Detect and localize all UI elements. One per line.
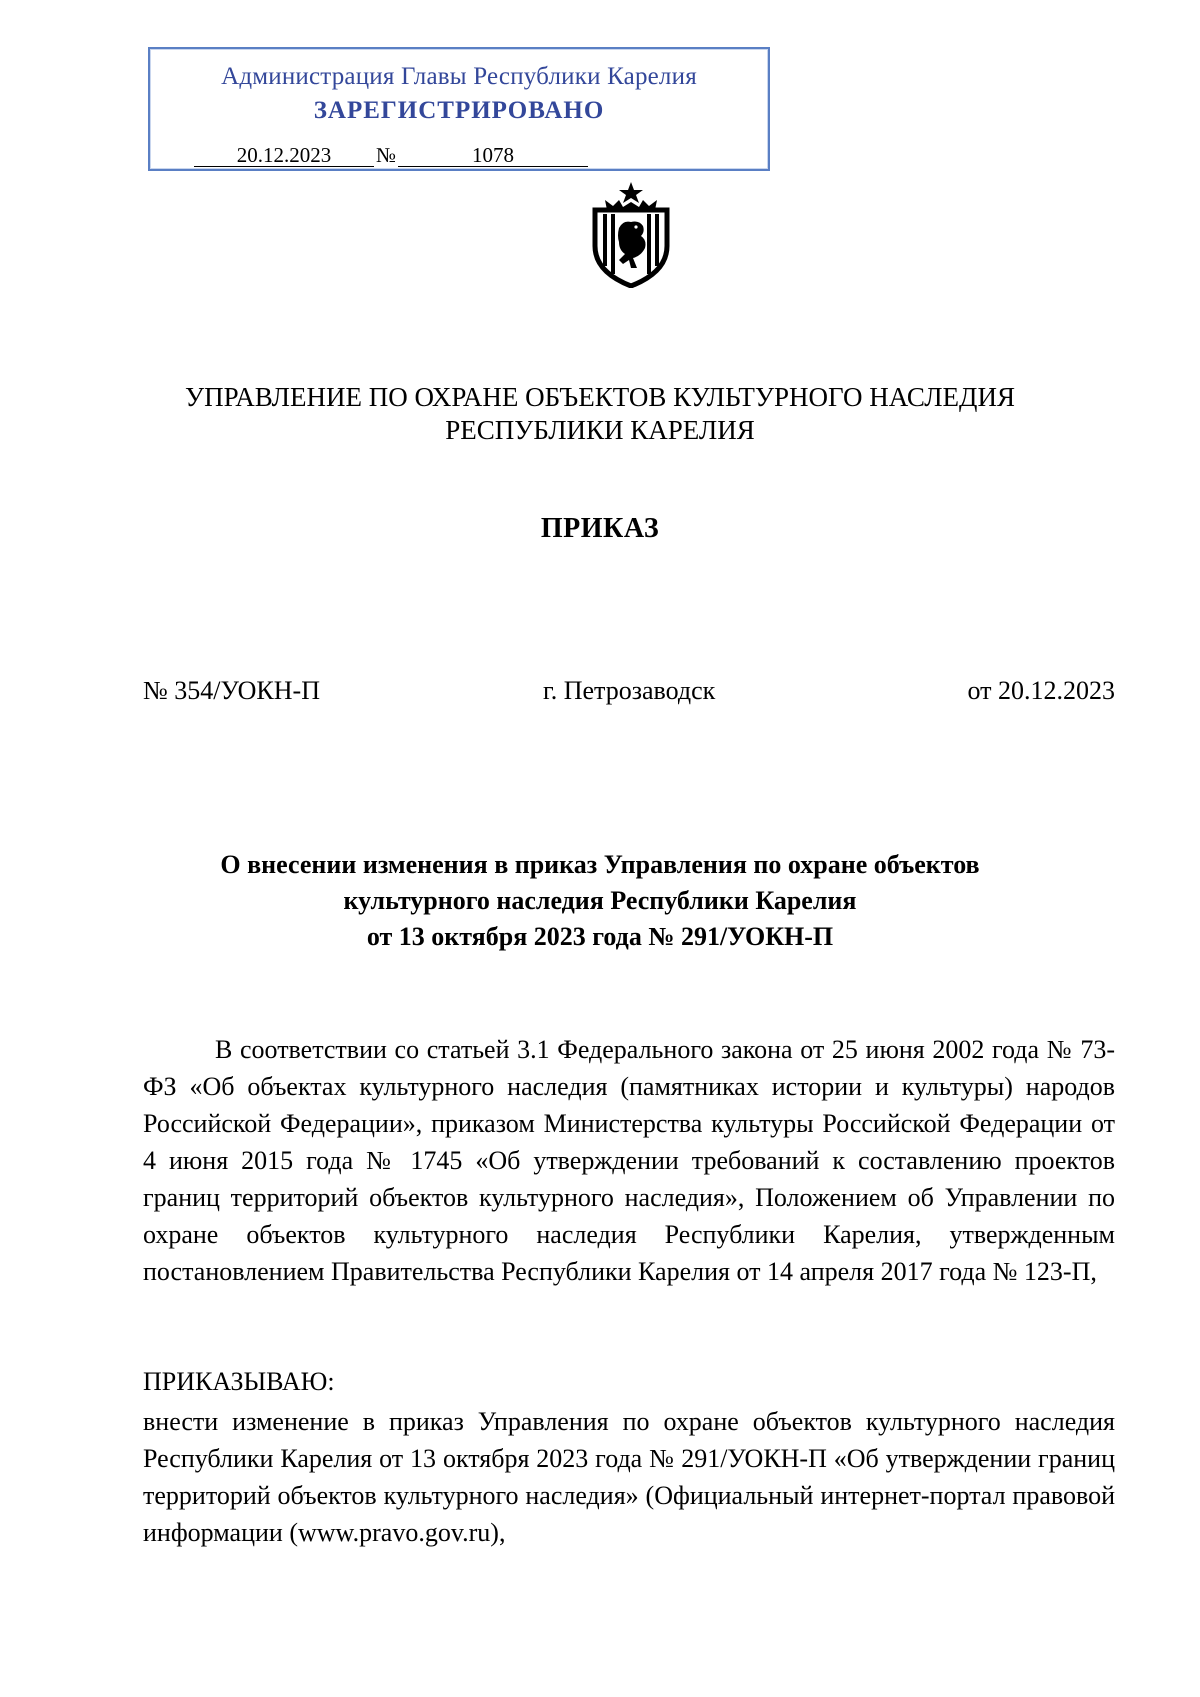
stamp-authority: Администрация Главы Республики Карелия [221,63,697,90]
stamp-number-label: № [376,143,397,167]
document-city: г. Петрозаводск [543,676,716,705]
subject-line-3: от 13 октября 2023 года № 291/УОКН-П [366,922,834,951]
issuer-header [0,381,1200,447]
order-word: ПРИКАЗЫВАЮ: [143,1367,335,1396]
registration-stamp [148,47,770,171]
subject-line-2: культурного наследия Республики Карелия [343,886,857,915]
document-number: № 354/УОКН-П [143,676,320,705]
document-subject [0,847,1200,955]
document-meta-row [143,676,1115,710]
preamble-paragraph: В соответствии со статьей 3.1 Федерального закона от 25 июня 2002 года № 73-ФЗ «Об объектах культурного наследия (памятниках истории и культуры) народов Российской Федерации», приказом Министерства культуры Российской Федерации от 4 июня 2015 года № 1745 «Об утверждении требований к составлению проектов границ территорий объектов культурного наследия», Положением об Управлении по охране объектов культурного наследия Республики Карелия, утвержденным постановлением Правительства Республики Карелия от 14 апреля 2017 года № 123-П, [143,1035,1115,1286]
order-paragraph: внести изменение в приказ Управления по охране объектов культурного наследия Республики Карелия от 13 октября 2023 года № 291/УОКН-П «Об утверждении границ территорий объектов культурного наследия» (Официальный интернет-портал правовой информации (www.pravo.gov.ru), [143,1407,1115,1547]
document-type-title: ПРИКАЗ [540,513,660,544]
issuer-line-2: РЕСПУБЛИКИ КАРЕЛИЯ [445,415,755,445]
subject-line-1: О внесении изменения в приказ Управления по охране объектов [220,850,980,879]
issuer-line-1: УПРАВЛЕНИЕ ПО ОХРАНЕ ОБЪЕКТОВ КУЛЬТУРНОГО НАСЛЕДИЯ [185,382,1015,412]
document-date: от 20.12.2023 [967,676,1115,705]
stamp-registered-label: ЗАРЕГИСТРИРОВАНО [313,97,605,124]
stamp-number: 1078 [398,144,588,167]
stamp-registration-row [194,143,588,168]
karelia-coat-of-arms-icon [583,180,679,288]
stamp-date: 20.12.2023 [194,144,374,167]
